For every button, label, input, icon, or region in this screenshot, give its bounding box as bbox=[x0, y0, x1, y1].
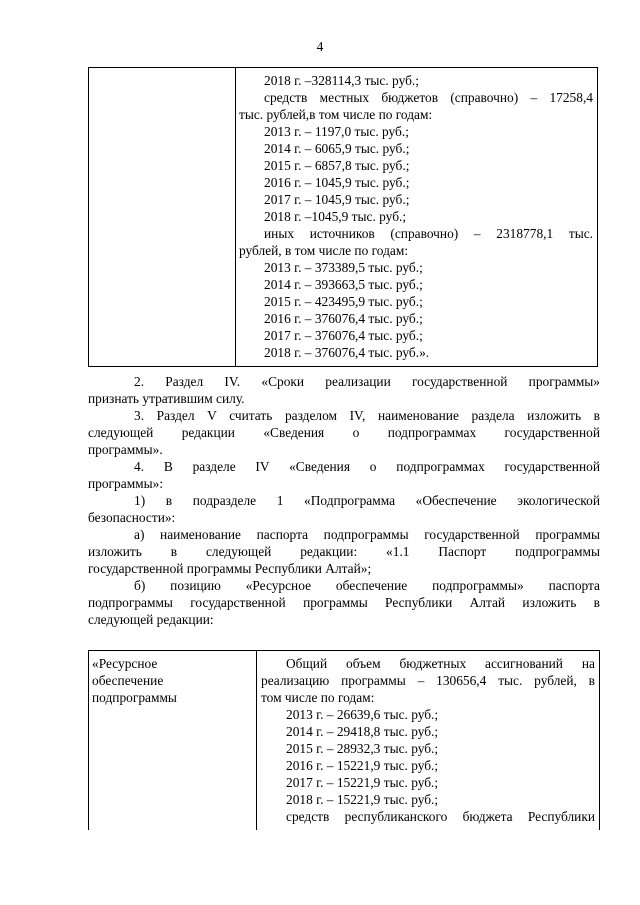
paragraph: 4. В разделе IV «Сведения о подпрограммах государственной программы»: bbox=[88, 459, 600, 491]
label-line: «Ресурсное bbox=[92, 656, 158, 671]
table-line: средств местных бюджетов (справочно) – 17258,4 bbox=[264, 90, 593, 105]
paragraph: 2. Раздел IV. «Сроки реализации государственной программы» признать утратившим силу. bbox=[88, 374, 600, 406]
table-line: 2015 г. – 28932,3 тыс. руб.; bbox=[286, 741, 439, 756]
table-line: реализацию программы – 130656,4 тыс. рублей, в bbox=[261, 673, 595, 688]
table-line: 2013 г. – 373389,5 тыс. руб.; bbox=[264, 260, 423, 275]
resource-table-continued bbox=[88, 67, 598, 367]
table-line: 2018 г. – 15221,9 тыс. руб.; bbox=[286, 792, 439, 807]
body-text bbox=[88, 373, 600, 628]
table-line: тыс. рублей,в том числе по годам: bbox=[239, 107, 433, 122]
table-line: 2017 г. – 1045,9 тыс. руб.; bbox=[264, 192, 410, 207]
paragraph: б) позицию «Ресурсное обеспечение подпрограммы» паспорта подпрограммы государственной программы Республики Алтай изложить в следующей редакции: bbox=[88, 578, 600, 627]
label-line: обеспечение bbox=[92, 673, 164, 688]
paragraph: 3. Раздел V считать разделом IV, наименование раздела изложить в следующей редакции «Сведения о подпрограммах государственной программы». bbox=[88, 408, 600, 457]
table-line: средств республиканского бюджета Республики bbox=[286, 809, 595, 824]
table-label-cell bbox=[89, 68, 236, 367]
table-line: 2018 г. – 376076,4 тыс. руб.». bbox=[264, 345, 430, 360]
table-line: иных источников (справочно) – 2318778,1 тыс. bbox=[264, 226, 593, 241]
table-line: 2016 г. – 376076,4 тыс. руб.; bbox=[264, 311, 423, 326]
table-line: 2014 г. – 29418,8 тыс. руб.; bbox=[286, 724, 439, 739]
table-line: 2015 г. – 6857,8 тыс. руб.; bbox=[264, 158, 410, 173]
table-line: 2013 г. – 26639,6 тыс. руб.; bbox=[286, 707, 439, 722]
table-line: 2017 г. – 376076,4 тыс. руб.; bbox=[264, 328, 423, 343]
table-line: рублей, в том числе по годам: bbox=[239, 243, 409, 258]
page-number: 4 bbox=[316, 39, 324, 54]
paragraph: 1) в подразделе 1 «Подпрограмма «Обеспечение экологической безопасности»: bbox=[88, 493, 600, 525]
table-line: 2016 г. – 1045,9 тыс. руб.; bbox=[264, 175, 410, 190]
table-line: 2014 г. – 393663,5 тыс. руб.; bbox=[264, 277, 423, 292]
table-line: 2018 г. –328114,3 тыс. руб.; bbox=[264, 73, 419, 88]
subprogram-resource-table bbox=[88, 650, 600, 830]
table-line: 2014 г. – 6065,9 тыс. руб.; bbox=[264, 141, 410, 156]
table-content-cell bbox=[257, 651, 600, 831]
table-line: 2018 г. –1045,9 тыс. руб.; bbox=[264, 209, 407, 224]
table-content-cell bbox=[236, 68, 598, 367]
table-line: 2017 г. – 15221,9 тыс. руб.; bbox=[286, 775, 439, 790]
table-line: 2013 г. – 1197,0 тыс. руб.; bbox=[264, 124, 409, 139]
table-line: 2016 г. – 15221,9 тыс. руб.; bbox=[286, 758, 439, 773]
table-label-cell bbox=[89, 651, 257, 831]
table-line: 2015 г. – 423495,9 тыс. руб.; bbox=[264, 294, 423, 309]
label-line: подпрограммы bbox=[92, 690, 177, 705]
paragraph: а) наименование паспорта подпрограммы государственной программы изложить в следующей редакции: «1.1 Паспорт подпрограммы государственной программы Республики Алтай»; bbox=[88, 527, 600, 576]
table-line: Общий объем бюджетных ассигнований на bbox=[286, 656, 595, 671]
table-line: том числе по годам: bbox=[261, 690, 375, 705]
